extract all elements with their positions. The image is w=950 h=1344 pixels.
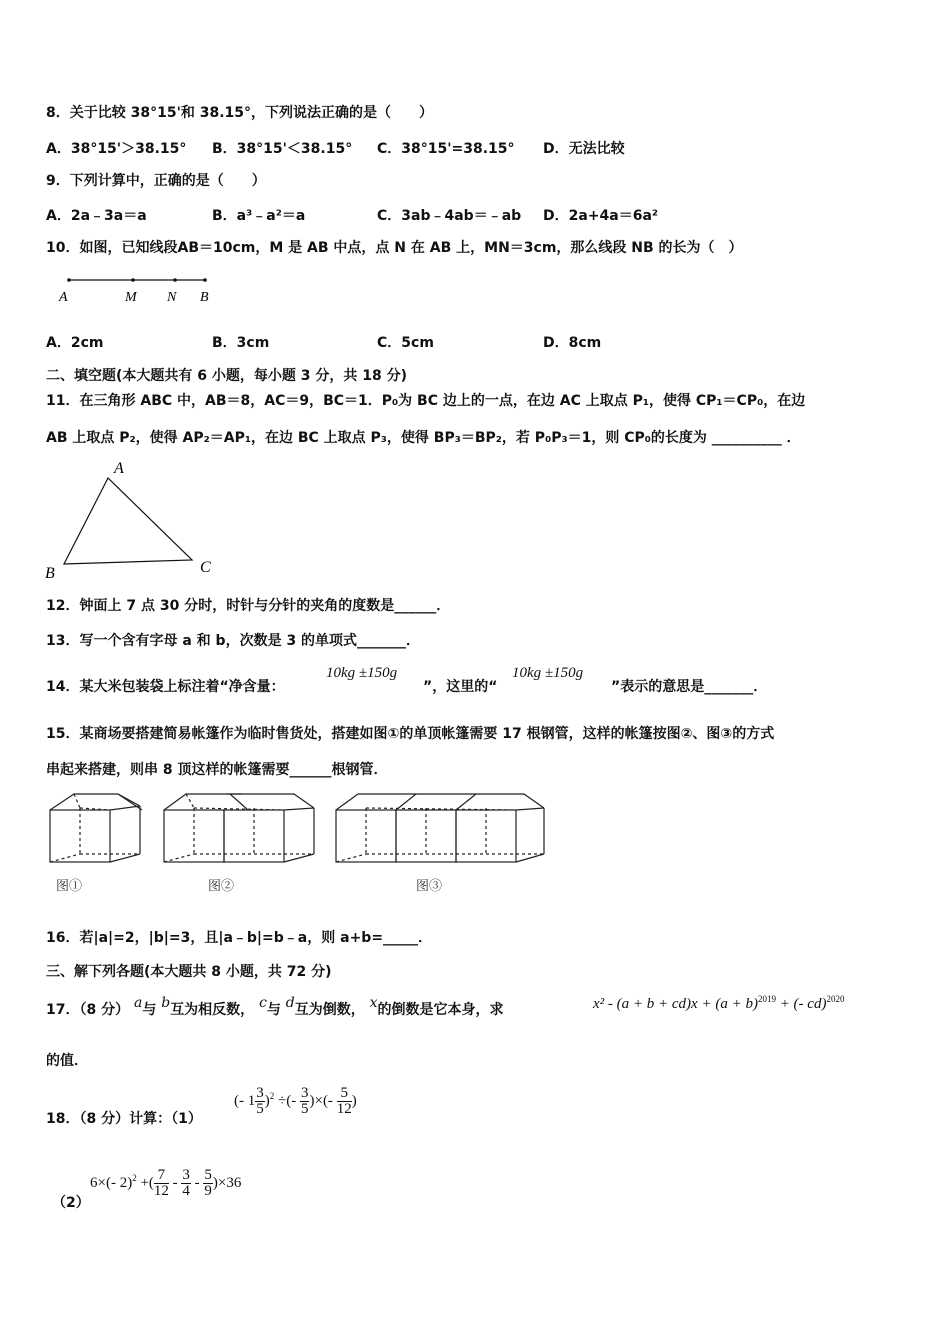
q9-option-c: C．3ab﹣4ab＝﹣ab <box>377 208 522 224</box>
q9-option-b: B．a³﹣a²＝a <box>212 208 306 224</box>
q17-suffix: 的值． <box>46 1053 88 1069</box>
q8-option-a: A．38°15'＞38.15° <box>46 141 187 157</box>
q11-line-1: 11．在三角形 ABC 中，AB＝8，AC＝9，BC＝1．P₀为 BC 边上的一点，在边 AC 上取点 P₁，使得 CP₁＝CP₀，在边 <box>46 393 806 409</box>
q18-p1-a: (- 1 <box>234 1092 256 1109</box>
frac-num: 3 <box>182 1167 190 1183</box>
q10-option-a: A．2cm <box>46 335 104 351</box>
q17-and-1: 与 <box>142 1002 157 1018</box>
q18-p1-frac-1 <box>255 1086 265 1117</box>
point-n <box>173 278 177 282</box>
q10-stem-prefix: 10．如图，已知线段 <box>46 240 178 256</box>
q13: 13．写一个含有字母 a 和 b，次数是 3 的单项式_______． <box>46 633 421 649</box>
triangle-abc <box>64 478 192 564</box>
q17-var-x: x <box>369 995 378 1011</box>
q15-line-2: 串起来搭建，则串 8 顶这样的帐篷需要______根钢管． <box>46 762 388 778</box>
q8-option-b: B．38°15'＜38.15° <box>212 141 353 157</box>
q18-p2-sq: 2 <box>132 1172 137 1183</box>
q10-stem-rest: ，那么线段 NB 的长为（ ） <box>556 240 743 256</box>
tent-figure-3 <box>336 794 544 862</box>
q17-exp-2: 2020 <box>826 994 845 1004</box>
tent-figure-1 <box>50 794 142 862</box>
q17-var-b: b <box>161 995 171 1011</box>
frac-den: 4 <box>182 1183 190 1199</box>
section-3-heading: 三、解下列各题(本大题共 8 小题，共 72 分) <box>46 964 332 980</box>
q18-p1-b: ) <box>264 1092 270 1109</box>
q10-stem <box>46 239 743 257</box>
q17-text-3: 的倒数是它本身，求 <box>377 1002 504 1018</box>
q16: 16．若|a|=2，|b|=3，且|a﹣b|=b﹣a，则 a+b=_____． <box>46 930 433 946</box>
q14-part-1: 14．某大米包装袋上标注着“净含量： <box>46 679 285 695</box>
q18-p2-frac-1 <box>154 1168 169 1199</box>
q9-option-a: A．2a﹣3a＝a <box>46 208 147 224</box>
label-m: M <box>125 290 137 305</box>
q17-expr-main: x² - (a + b + cd)x + (a + b) <box>593 996 758 1012</box>
q17-expression <box>593 990 844 1013</box>
frac-den: 12 <box>336 1101 352 1117</box>
vertex-b-label: B <box>45 565 55 582</box>
frac-num: 3 <box>256 1085 264 1101</box>
q9-option-d: D．2a+4a＝6a² <box>543 208 659 224</box>
q12: 12．钟面上 7 点 30 分时，时针与分针的夹角的度数是______． <box>46 598 451 614</box>
q10-option-b: B．3cm <box>212 335 270 351</box>
frac-num: 5 <box>204 1167 212 1183</box>
q18-p2-d: - <box>190 1174 204 1191</box>
q17-stem <box>46 995 504 1019</box>
vertex-c-label: C <box>200 559 211 576</box>
q18-p1-d: )×(- <box>309 1092 337 1109</box>
q11-line-2: AB 上取点 P₂，使得 AP₂＝AP₁，在边 BC 上取点 P₃，使得 BP₃＝BP₂，若 P₀P₃＝1，则 CP₀的长度为 __________ ． <box>46 430 801 446</box>
label-n: N <box>167 290 177 305</box>
q14-part-3: ”表示的意思是_______． <box>611 679 768 695</box>
q18-p2-a: 6×(- 2) <box>90 1174 133 1191</box>
q14-expr-2: 10kg ±150g <box>512 665 584 681</box>
q18-p2-b: +( <box>136 1174 154 1191</box>
q18-p1-sq: 2 <box>269 1090 275 1101</box>
q17-text-2: 互为倒数， <box>294 1002 365 1018</box>
q10-option-c: C．5cm <box>377 335 434 351</box>
frac-den: 9 <box>204 1183 212 1199</box>
point-m <box>131 278 135 282</box>
frac-num: 5 <box>337 1086 352 1102</box>
q8-stem: 8．关于比较 38°15'和 38.15°，下列说法正确的是（ ） <box>46 105 434 121</box>
q18-p2-c: - <box>168 1174 182 1191</box>
q17-text-1: 互为相反数， <box>170 1002 255 1018</box>
q18-p1-c: ÷(- <box>274 1092 300 1109</box>
q10-stem-math: AB＝10cm，M 是 AB 中点，点 N 在 AB 上，MN＝3cm <box>177 240 557 256</box>
label-b: B <box>200 290 209 305</box>
q10-segment-figure <box>55 272 225 308</box>
q18-part-2-label: （2） <box>52 1195 90 1211</box>
frac-den: 5 <box>256 1101 264 1117</box>
q17-expr-mid: + (- cd) <box>775 996 827 1012</box>
q17-var-d: d <box>285 995 295 1011</box>
q11-triangle-figure <box>42 456 222 584</box>
q15-tent-figures <box>44 788 549 896</box>
q17-and-2: 与 <box>266 1002 281 1018</box>
point-a <box>67 278 71 282</box>
vertex-a-label: A <box>114 460 124 477</box>
q9-stem: 9．下列计算中，正确的是（ ） <box>46 173 266 189</box>
q10-option-d: D．8cm <box>543 335 602 351</box>
frac-num: 3 <box>300 1085 309 1101</box>
q14-part-2: ”，这里的“ <box>423 679 498 695</box>
section-2-heading: 二、填空题(本大题共有 6 小题，每小题 3 分，共 18 分) <box>46 368 408 384</box>
q14-expr-1: 10kg ±150g <box>326 665 398 681</box>
tent-caption-1: 图① <box>56 878 83 893</box>
q17-var-a: a <box>133 995 143 1011</box>
point-b <box>203 278 207 282</box>
tent-caption-2: 图② <box>208 878 235 893</box>
frac-num: 7 <box>154 1168 169 1184</box>
q18-p1-e: ) <box>351 1092 357 1109</box>
q17-var-c: c <box>259 995 267 1011</box>
q8-option-d: D．无法比较 <box>543 141 625 157</box>
tent-figure-2 <box>164 794 314 862</box>
q17-prefix: 17．（8 分） <box>46 1002 130 1018</box>
q17-exp-1: 2019 <box>757 994 776 1004</box>
q18-p1-frac-3 <box>337 1086 352 1117</box>
q18-expression-1 <box>234 1086 357 1117</box>
frac-den: 5 <box>300 1101 309 1117</box>
q8-option-c: C．38°15'=38.15° <box>377 141 515 157</box>
q18-p2-frac-3 <box>203 1168 213 1199</box>
tent-caption-3: 图③ <box>416 878 443 893</box>
q18-p2-e: )×36 <box>212 1174 242 1191</box>
q15-line-1: 15．某商场要搭建简易帐篷作为临时售货处，搭建如图①的单顶帐篷需要 17 根钢管，这样的帐篷按图②、图③的方式 <box>46 726 775 742</box>
q18-p2-frac-2 <box>181 1168 191 1199</box>
q18-expression-2 <box>90 1168 241 1199</box>
frac-den: 12 <box>153 1183 169 1199</box>
q18-prefix: 18．（8 分）计算：（1） <box>46 1111 202 1127</box>
label-a: A <box>59 290 68 305</box>
